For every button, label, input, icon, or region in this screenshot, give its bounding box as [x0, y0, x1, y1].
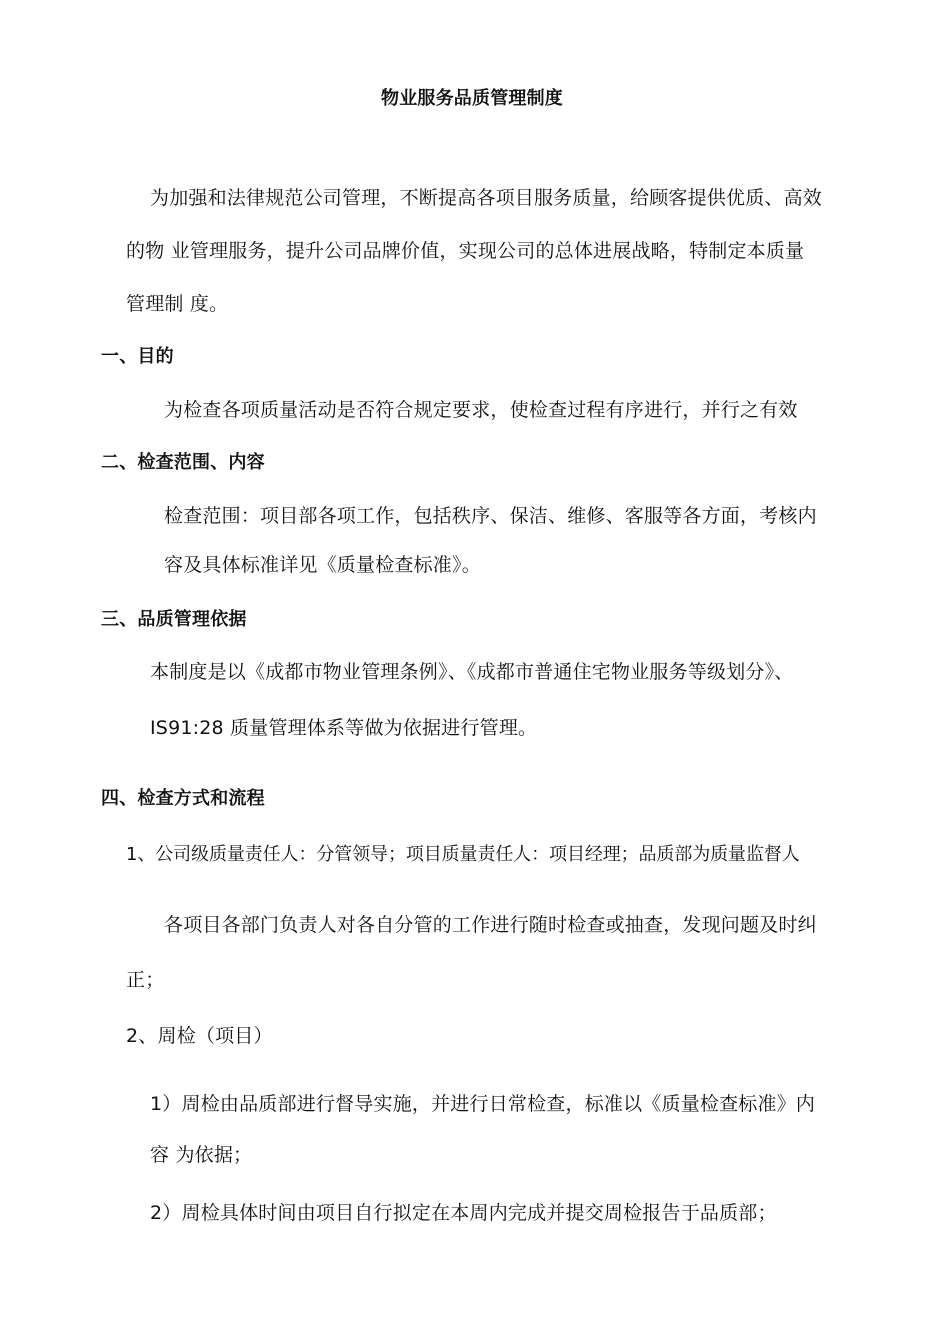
section-scope-line-2: 容及具体标准详见《质量检查标准》。	[164, 554, 481, 576]
process-item-2-sub-2: 2）周检具体时间由项目自行拟定在本周内完成并提交周检报告于品质部；	[150, 1202, 777, 1224]
process-item-1-detail-2: 正；	[126, 969, 165, 991]
section-heading-basis: 三、品质管理依据	[101, 609, 247, 630]
section-basis-line-2: IS91:28 质量管理体系等做为依据进行管理。	[150, 717, 538, 739]
intro-line-1: 为加强和法律规范公司管理，不断提高各项目服务质量，给顾客提供优质、高效	[150, 187, 823, 209]
process-item-2-sub-1-line-2: 容 为依据；	[150, 1144, 253, 1166]
section-purpose-text: 为检查各项质量活动是否符合规定要求，使检查过程有序进行，并行之有效	[164, 399, 798, 421]
process-item-2-sub-1-line-1: 1）周检由品质部进行督导实施，并进行日常检查，标准以《质量检查标准》内	[150, 1093, 816, 1115]
intro-line-2: 的物 业管理服务，提升公司品牌价值，实现公司的总体进展战略，特制定本质量	[126, 240, 805, 262]
section-heading-purpose: 一、目的	[101, 346, 174, 367]
section-scope-line-1: 检查范围：项目部各项工作，包括秩序、保洁、维修、客服等各方面，考核内	[164, 505, 817, 527]
intro-line-3: 管理制 度。	[126, 293, 229, 315]
section-basis-line-1: 本制度是以《成都市物业管理条例》、《成都市普通住宅物业服务等级划分》、	[150, 661, 794, 683]
process-item-2: 2、周检（项目）	[126, 1025, 273, 1047]
section-heading-process: 四、检查方式和流程	[101, 788, 265, 809]
document-title: 物业服务品质管理制度	[381, 88, 563, 109]
process-item-1: 1、公司级质量责任人：分管领导；项目质量责任人：项目经理；品质部为质量监督人	[126, 844, 800, 865]
section-heading-scope: 二、检查范围、内容	[101, 452, 265, 473]
process-item-1-detail-1: 各项目各部门负责人对各自分管的工作进行随时检查或抽查，发现问题及时纠	[164, 914, 817, 936]
